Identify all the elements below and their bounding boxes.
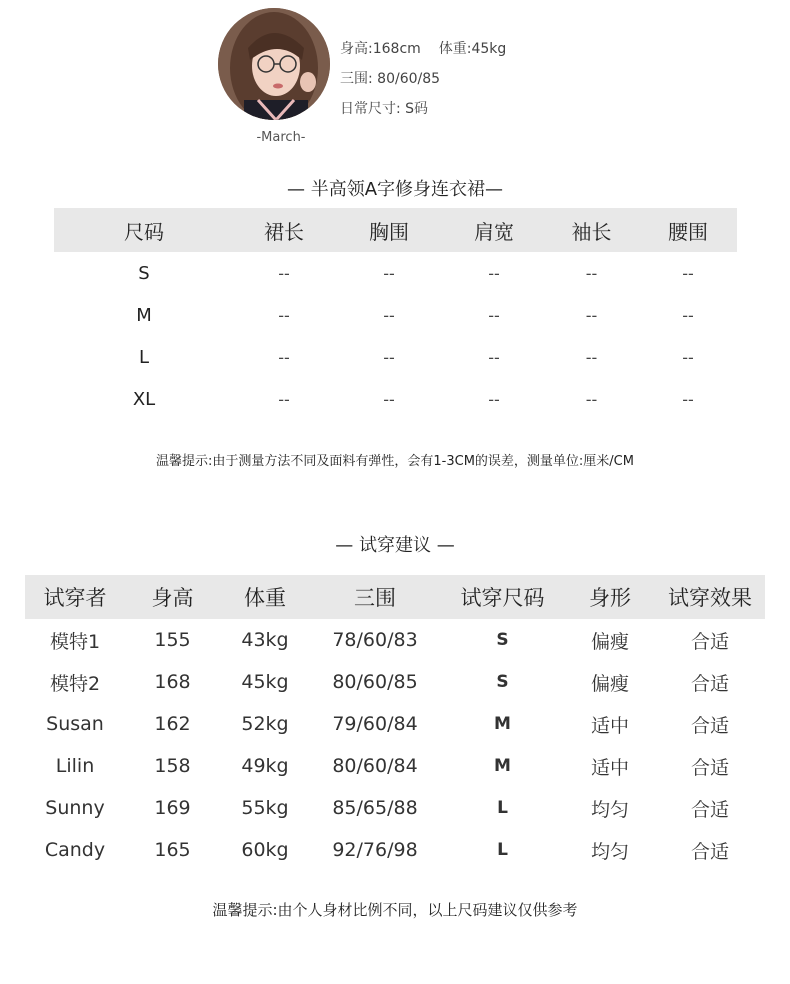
tester-name: Lilin [55,755,95,777]
size-value: -- [383,263,395,283]
tester-weight: 55kg [241,797,289,819]
size-value: -- [488,389,500,409]
tester-fit-result: 合适 [690,672,729,695]
size-chart-row [54,336,737,378]
tester-size: L [497,840,508,860]
size-value: -- [488,305,500,325]
size-value: -- [383,305,395,325]
tester-size: S [496,672,509,692]
size-chart-header: 胸围 [369,219,409,244]
tester-size: M [494,756,511,776]
model-name: -March- [256,130,306,145]
try-on-header: 体重 [244,586,286,610]
tester-measurements: 92/76/98 [332,839,418,861]
tester-name: Candy [44,839,106,861]
tester-body-type: 偏瘦 [590,630,629,653]
size-value: -- [682,347,694,367]
tester-height: 168 [154,671,191,693]
tester-body-type: 适中 [590,756,629,779]
size-value: -- [488,347,500,367]
size-value: -- [278,305,290,325]
model-height-weight [340,38,506,58]
tester-name: Sunny [45,797,105,819]
size-chart-header: 腰围 [668,219,708,244]
tester-name: 模特2 [49,672,101,695]
tester-height: 162 [154,713,191,735]
size-label: L [138,346,150,368]
tester-name: Susan [46,713,104,735]
try-on-header: 试穿者 [43,586,107,610]
tester-name: 模特1 [49,630,101,653]
size-value: -- [488,263,500,283]
tester-weight: 49kg [241,755,289,777]
tester-weight: 52kg [241,713,289,735]
tester-body-type: 适中 [590,714,629,737]
try-on-title: — 试穿建议 — [335,535,455,556]
tester-height: 169 [154,797,191,819]
try-on-row [25,787,765,829]
size-chart-note: 温馨提示:由于测量方法不同及面料有弹性，会有1-3CM的误差，测量单位:厘米/CM [156,454,634,469]
try-on-row [25,619,765,661]
tester-measurements: 78/60/83 [332,629,418,651]
size-chart-header: 肩宽 [474,219,514,244]
try-on-header: 身形 [589,586,631,610]
tester-measurements: 80/60/85 [332,671,418,693]
size-value: -- [383,347,395,367]
try-on-header-row [25,575,765,619]
tester-fit-result: 合适 [690,798,729,821]
model-weight: 体重:45kg [438,41,507,57]
try-on-header: 三围 [354,586,396,610]
tester-size: S [496,630,509,650]
tester-body-type: 偏瘦 [590,672,629,695]
size-value: -- [383,389,395,409]
size-chart-header-row [54,208,737,252]
size-value: -- [682,263,694,283]
size-chart-row [54,378,737,420]
tester-weight: 43kg [241,629,289,651]
size-label: S [138,262,150,284]
try-on-table [25,575,765,871]
size-value: -- [278,263,290,283]
tester-size: L [497,798,508,818]
tester-measurements: 79/60/84 [332,713,418,735]
try-on-header: 试穿尺码 [460,586,545,610]
try-on-row [25,829,765,871]
model-measurements: 三围: 80/60/85 [340,71,441,87]
size-chart-title: — 半高领A字修身连衣裙— [286,179,504,200]
size-value: -- [278,347,290,367]
size-label: XL [132,388,156,410]
size-value: -- [682,305,694,325]
tester-fit-result: 合适 [690,840,729,863]
tester-weight: 45kg [241,671,289,693]
size-chart-table [54,208,737,420]
tester-height: 155 [154,629,191,651]
tester-size: M [494,714,511,734]
size-label: M [136,304,152,326]
size-chart-row [54,294,737,336]
model-profile [0,0,790,150]
size-value: -- [278,389,290,409]
size-chart-row [54,252,737,294]
try-on-row [25,745,765,787]
tester-fit-result: 合适 [690,756,729,779]
size-chart-header: 袖长 [571,219,612,244]
size-value: -- [585,347,598,367]
tester-measurements: 80/60/84 [332,755,418,777]
try-on-note: 温馨提示:由个人身材比例不同，以上尺码建议仅供参考 [212,901,578,919]
tester-height: 158 [154,755,191,777]
size-value: -- [682,389,694,409]
size-chart-header: 裙长 [264,219,304,244]
tester-body-type: 均匀 [590,798,629,821]
model-height: 身高:168cm [340,41,421,57]
model-avatar [218,8,330,120]
size-value: -- [585,263,598,283]
tester-fit-result: 合适 [690,714,729,737]
tester-height: 165 [154,839,191,861]
try-on-row [25,661,765,703]
try-on-row [25,703,765,745]
tester-fit-result: 合适 [690,630,729,653]
tester-weight: 60kg [241,839,289,861]
size-chart-header: 尺码 [124,219,164,244]
tester-body-type: 均匀 [590,840,629,863]
tester-measurements: 85/65/88 [332,797,418,819]
size-value: -- [585,305,598,325]
try-on-header: 试穿效果 [668,586,752,610]
model-daily-size: 日常尺寸: S码 [340,101,429,117]
size-value: -- [585,389,598,409]
try-on-header: 身高 [151,586,194,610]
